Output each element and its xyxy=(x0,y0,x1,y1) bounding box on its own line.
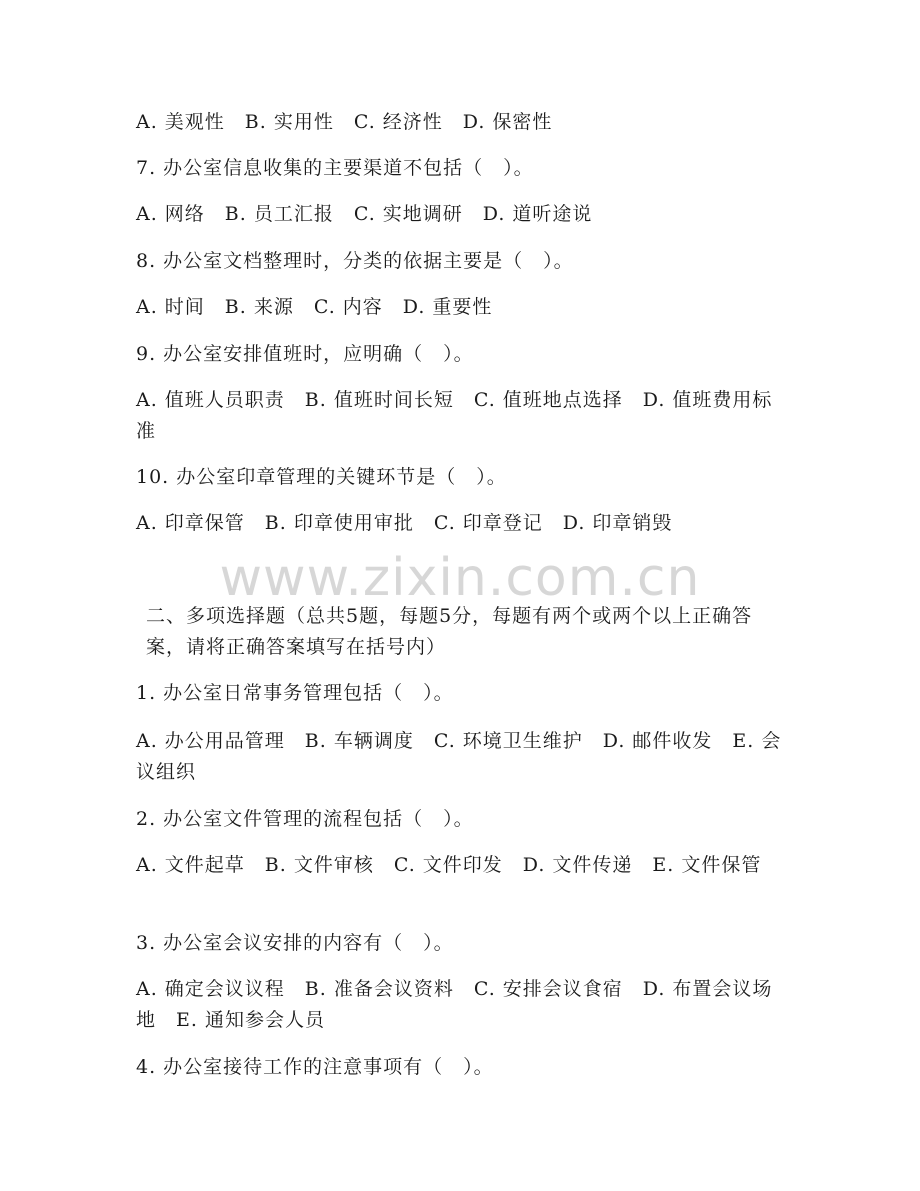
q6-options: A. 美观性 B. 实用性 C. 经济性 D. 保密性 xyxy=(136,111,553,133)
mq3-question: 3. 办公室会议安排的内容有（ ）。 xyxy=(136,932,454,954)
q7-question: 7. 办公室信息收集的主要渠道不包括（ ）。 xyxy=(136,157,534,179)
mq3-options: A. 确定会议议程 B. 准备会议资料 C. 安排会议食宿 D. 布置会议场地 E. 通知参会人员 xyxy=(136,978,773,1031)
mq1-question: 1. 办公室日常事务管理包括（ ）。 xyxy=(136,682,454,704)
q8-question: 8. 办公室文档整理时，分类的依据主要是（ ）。 xyxy=(136,250,574,272)
mq4-question: 4. 办公室接待工作的注意事项有（ ）。 xyxy=(136,1056,494,1078)
q9-options: A. 值班人员职责 B. 值班时间长短 C. 值班地点选择 D. 值班费用标准 xyxy=(136,389,773,442)
mq1-options: A. 办公用品管理 B. 车辆调度 C. 环境卫生维护 D. 邮件收发 E. 会议组织 xyxy=(136,730,782,783)
q9-question: 9. 办公室安排值班时，应明确（ ）。 xyxy=(136,343,474,365)
q10-question: 10. 办公室印章管理的关键环节是（ ）。 xyxy=(136,466,507,488)
q10-options: A. 印章保管 B. 印章使用审批 C. 印章登记 D. 印章销毁 xyxy=(136,512,673,534)
mq2-options: A. 文件起草 B. 文件审核 C. 文件印发 D. 文件传递 E. 文件保管 xyxy=(136,854,762,876)
q8-options: A. 时间 B. 来源 C. 内容 D. 重要性 xyxy=(136,296,493,318)
section-heading-multiple-choice: 二、多项选择题（总共5题，每题5分，每题有两个或两个以上正确答案，请将正确答案填写在括号内） xyxy=(146,605,753,658)
mq2-question: 2. 办公室文件管理的流程包括（ ）。 xyxy=(136,808,474,830)
q7-options: A. 网络 B. 员工汇报 C. 实地调研 D. 道听途说 xyxy=(136,203,593,225)
watermark: www.zixin.com.cn xyxy=(219,548,701,608)
